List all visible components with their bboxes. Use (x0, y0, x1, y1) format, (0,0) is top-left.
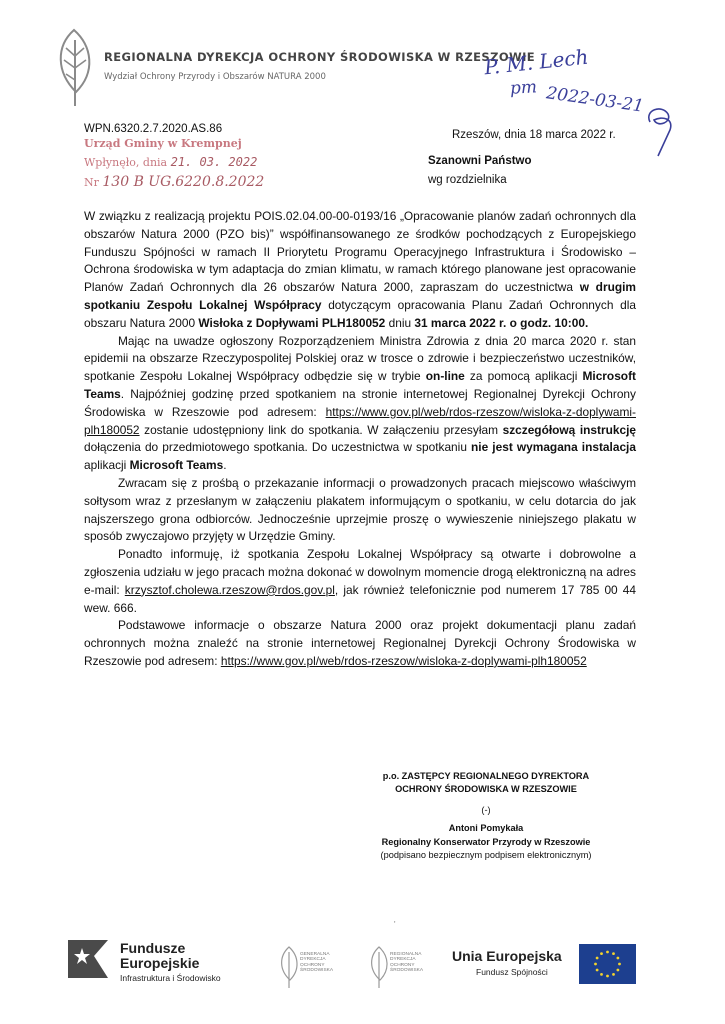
p2-text-4: zostanie udostępniony link do spotkania. W załączeniu przesyłam (144, 422, 498, 437)
stamp-office: Urząd Gminy w Krempnej (84, 137, 242, 150)
p2-text-3: . Najpóźniej godzinę przed spotkaniem na stronie internetowej Regionalnej Dyrekcji Ochrony Środowiska w Rzeszowie pod adresem: (84, 386, 636, 419)
handwritten-date: 2022-03-21 (545, 83, 645, 117)
handwritten-note: P. M. Lech (483, 44, 590, 80)
eu-star-icon (616, 969, 619, 972)
eu-star-icon (596, 969, 599, 972)
p2-no-install: nie jest wymagana instalacja (471, 440, 636, 455)
rdos-logo-text: REGIONALNA DYREKCJA OCHRONY ŚRODOWISKA (390, 952, 424, 974)
handwritten-scribble-icon (640, 100, 692, 158)
signature-note: (podpisano bezpiecznym podpisem elektronicznym) (380, 850, 592, 860)
p1-text-3: dniu (388, 315, 412, 330)
p2-text-2: za pomocą aplikacji (469, 369, 578, 384)
fe-logo-line-1: Fundusze (120, 940, 186, 956)
p2-teams: Microsoft Teams (84, 369, 636, 401)
paragraph-3: Zwracam się z prośbą o przekazanie informacji o prowadzonych pracach miejscowo właściwym sołtysom wraz z przesłanym w załączeniu plakatem informującym o spotkaniu, w celu dotarcia do jak najszerszego grona odbiorców. Jednocześnie uprzejmie proszę o wywieszenie niniejszego plakatu w sposób zwyczajowo przyjęty w Urzędzie Gminy. (84, 475, 636, 544)
paragraph-5 (84, 617, 636, 670)
ue-logo-line-2: Fundusz Spójności (476, 967, 548, 977)
p2-text-6: aplikacji (84, 458, 127, 473)
paragraph-4 (84, 546, 636, 617)
eu-star-icon (600, 973, 603, 976)
recipient: wg rozdzielnika (428, 174, 507, 186)
p1-meeting-date: 31 marca 2022 r. o godz. 10:00 (414, 315, 585, 330)
leaf-logo-icon (48, 26, 100, 108)
reference-number: WPN.6320.2.7.2020.AS.86 (84, 123, 223, 135)
signatory-name: Antoni Pomykała (448, 823, 524, 833)
paragraph-2 (84, 333, 636, 475)
eu-star-icon (594, 963, 597, 966)
fe-logo-line-2: Europejskie (120, 955, 200, 971)
info-page-link[interactable]: https://www.gov.pl/web/rdos-rzeszow/wisloka-z-doplywami-plh180052 (220, 653, 587, 668)
signatory-role: Regionalny Konserwator Przyrody w Rzeszowie (381, 837, 591, 847)
p2-text-5: dołączenia do przedmiotowego spotkania. Do uczestnictwa w spotkaniu (84, 440, 467, 455)
letter-body (84, 208, 636, 671)
signature-title-line-1: p.o. ZASTĘPCY REGIONALNEGO DYREKTORA (382, 771, 590, 781)
p1-text-2: dotyczącym opracowania Planu Zadań Ochronnych dla obszaru Natura 2000 (84, 297, 636, 330)
p2-text: Mając na uwadze ogłoszony Rozporządzeniem Ministra Zdrowia z dnia 20 marca 2020 r. stan epidemii na obszarze Rzeczypospolitej Polskiej oraz w trosce o zdrowie i bezpieczeństwo uczestników, spotkanie Zespołu Lokalnej Współpracy odbędzie się w trybie (84, 333, 636, 384)
eu-star-icon (600, 952, 603, 955)
signature-mark: (-) (481, 805, 491, 815)
p2-instruction: szczegółową instrukcję (502, 422, 637, 437)
signature-title (336, 770, 636, 795)
city-date: Rzeszów, dnia 18 marca 2022 r. (452, 129, 616, 141)
stamp-received-label: Wpłynęło, dnia (84, 156, 168, 169)
p1-text: W związku z realizacją projektu POIS.02.04.00-00-0193/16 „Opracowanie planów zadań ochronnych dla obszarów Natura 2000 (PZO bis)” współfinansowanego ze środków pochodzących z Europejskiego Funduszu Spójności w ramach II Priorytetu Programu Operacyjnego Infrastruktura i Środowisko – Ochrona środowiska w tym adaptacja do zmian klimatu, w ramach którego planowane jest opracowanie Planów Zadań Ochronnych dla 26 obszarów Natura 2000, zapraszam do uczestnictwa (84, 209, 636, 295)
stamp-received (84, 155, 257, 169)
p2-period: . (223, 458, 227, 473)
meeting-page-link[interactable]: https://www.gov.pl/web/rdos-rzeszow/wisloka-z-doplywami-plh180052 (84, 404, 636, 437)
eu-star-icon (606, 975, 609, 978)
stamp-number-label: Nr (84, 176, 99, 189)
p2-teams-2: Microsoft Teams (129, 458, 224, 473)
eu-flag-icon (579, 944, 636, 984)
p5-text: Podstawowe informacje o obszarze Natura 2000 oraz projekt dokumentacji planu zadań ochronnych można znaleźć na stronie internetowej Regionalnej Dyrekcji Ochrony Środowiska w Rzeszowie pod adresem: (84, 618, 636, 668)
handwritten-initials: pm (509, 77, 538, 99)
eu-star-icon (606, 951, 609, 954)
fundusze-europejskie-flag-icon (62, 936, 114, 982)
gdos-leaf-icon (276, 944, 302, 990)
signature-title-line-2: OCHRONY ŚRODOWISKA W RZESZOWIE (395, 783, 577, 794)
org-name: REGIONALNA DYREKCJA OCHRONY ŚRODOWISKA W RZESZOWIE (104, 50, 536, 64)
gdos-logo-text: GENERALNA DYREKCJA OCHRONY ŚRODOWISKA (300, 952, 334, 974)
p4-text: Ponadto informuję, iż spotkania Zespołu Lokalnej Współpracy są otwarte i dobrowolne a zgłoszenia udziału w jego pracach można dokonać w dowolnym momencie drogą elektroniczną na adres e-mail: (84, 547, 636, 597)
rdos-leaf-icon (366, 944, 392, 990)
stamp-number (84, 174, 264, 190)
eu-star-icon (618, 963, 621, 966)
eu-star-icon (616, 957, 619, 960)
stamp-received-date: 21. 03. 2022 (170, 155, 258, 169)
p4-text-2: , jak również telefonicznie pod numerem 17 785 00 44 wew. 666. (84, 582, 636, 615)
contact-email-link[interactable]: krzysztof.cholewa.rzeszow@rdos.gov.pl (124, 582, 335, 597)
ue-logo-line-1: Unia Europejska (452, 948, 562, 964)
eu-star-icon (612, 952, 615, 955)
salutation: Szanowni Państwo (428, 155, 532, 167)
fe-logo-line-3: Infrastruktura i Środowisko (120, 973, 221, 983)
p2-online: on-line (425, 369, 465, 384)
p1-site-name: Wisłoka z Dopływami PLH180052 (198, 315, 386, 330)
p1-meeting: w drugim spotkaniu Zespołu Lokalnej Współpracy (84, 280, 636, 312)
eu-star-icon (596, 957, 599, 960)
eu-star-icon (612, 973, 615, 976)
scan-mark: ' (394, 920, 396, 929)
stamp-number-value: 130 B UG.6220.8.2022 (102, 174, 265, 190)
p1-period: . (584, 315, 589, 330)
org-department: Wydział Ochrony Przyrody i Obszarów NATURA 2000 (104, 72, 326, 82)
paragraph-1 (84, 208, 636, 333)
